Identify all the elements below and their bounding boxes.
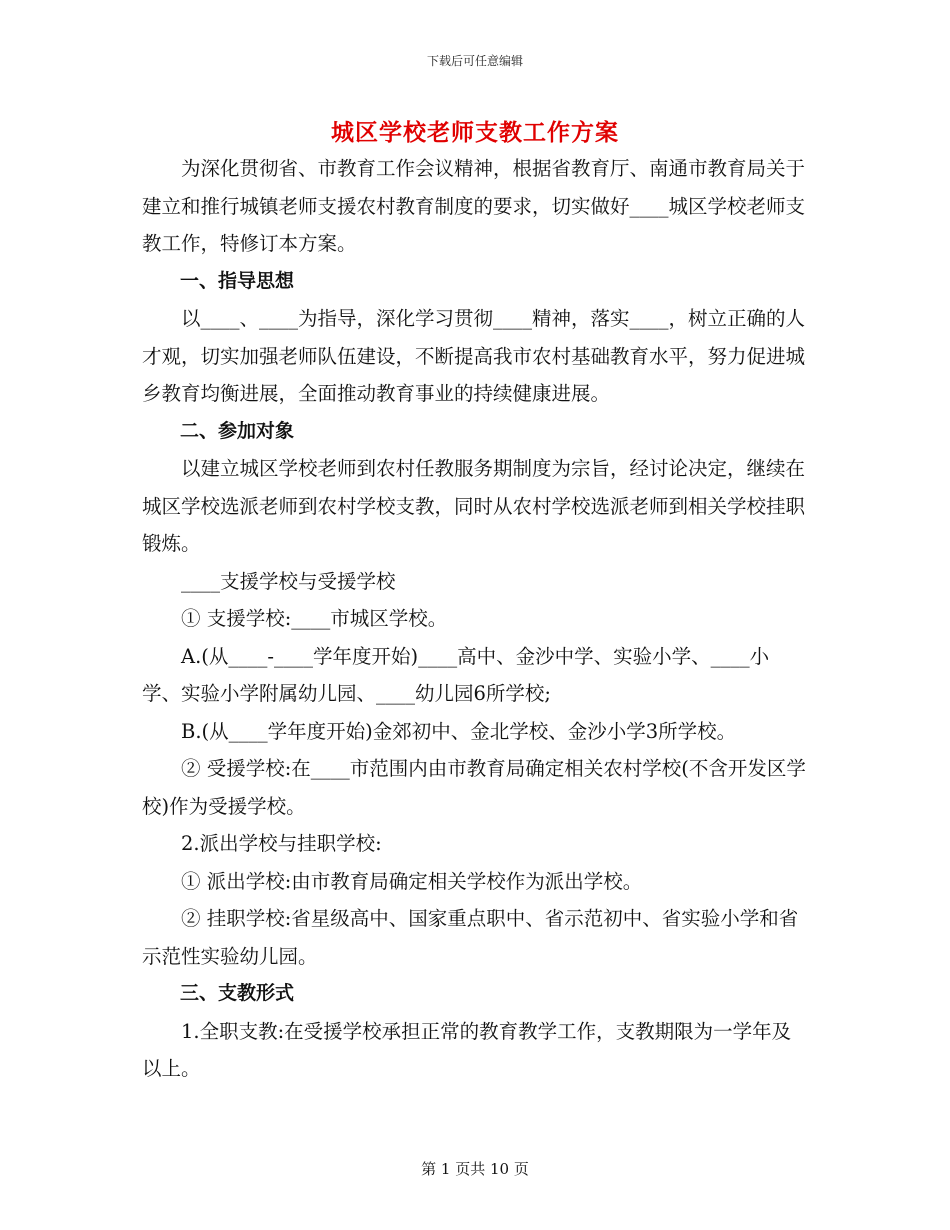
intro-paragraph: 为深化贯彻省、市教育工作会议精神，根据省教育厅、南通市教育局关于建立和推行城镇老师支援农村教育制度的要求，切实做好____城区学校老师支教工作，特修订本方案。	[142, 157, 806, 255]
support-schools-item: ① 支援学校:____市城区学校。	[181, 607, 448, 630]
section-heading-teaching-form: 三、支教形式	[180, 982, 295, 1004]
document-title: 城区学校老师支教工作方案	[331, 119, 619, 146]
dispatch-schools-item: ① 派出学校:由市教育局确定相关学校作为派出学校。	[181, 869, 643, 893]
section-heading-participants: 二、参加对象	[180, 419, 295, 442]
participants-paragraph: 以建立城区学校老师到农村任教服务期制度为宗旨，经讨论决定，继续在城区学校选派老师到农村学校支教，同时从农村学校选派老师到相关学校挂职锻炼。	[142, 457, 806, 555]
full-time-teaching-item: 1.全职支教:在受援学校承担正常的教育教学工作，支教期限为一学年及以上。	[142, 1019, 792, 1080]
support-schools-list-a: A.(从____-____学年度开始)____高中、金沙中学、实验小学、____小学、实验小学附属幼儿园、____幼儿园6所学校;	[142, 644, 770, 705]
page-footer: 第 1 页共 10 页	[421, 1160, 529, 1178]
header-note: 下载后可任意编辑	[426, 54, 523, 68]
supported-schools-item: ② 受援学校:在____市范围内由市教育局确定相关农村学校(不含开发区学校)作为受援学校。	[142, 757, 806, 818]
host-schools-item: ② 挂职学校:省星级高中、国家重点职中、省示范初中、省实验小学和省示范性实验幼儿园。	[142, 907, 799, 968]
section-heading-guiding-ideology: 一、指导思想	[180, 269, 295, 292]
document-body	[142, 150, 808, 1088]
support-schools-list-b: B.(从____学年度开始)金郊初中、金北学校、金沙小学3所学校。	[181, 719, 737, 743]
guiding-ideology-paragraph: 以____、____为指导，深化学习贯彻____精神，落实____，树立正确的人才观，切实加强老师队伍建设，不断提高我市农村基础教育水平，努力促进城乡教育均衡进展，全面推动教育事业的持续健康进展。	[142, 307, 806, 405]
dispatch-and-host-schools: 2.派出学校与挂职学校:	[181, 832, 382, 855]
support-and-supported-schools: ____支援学校与受援学校	[181, 569, 396, 593]
